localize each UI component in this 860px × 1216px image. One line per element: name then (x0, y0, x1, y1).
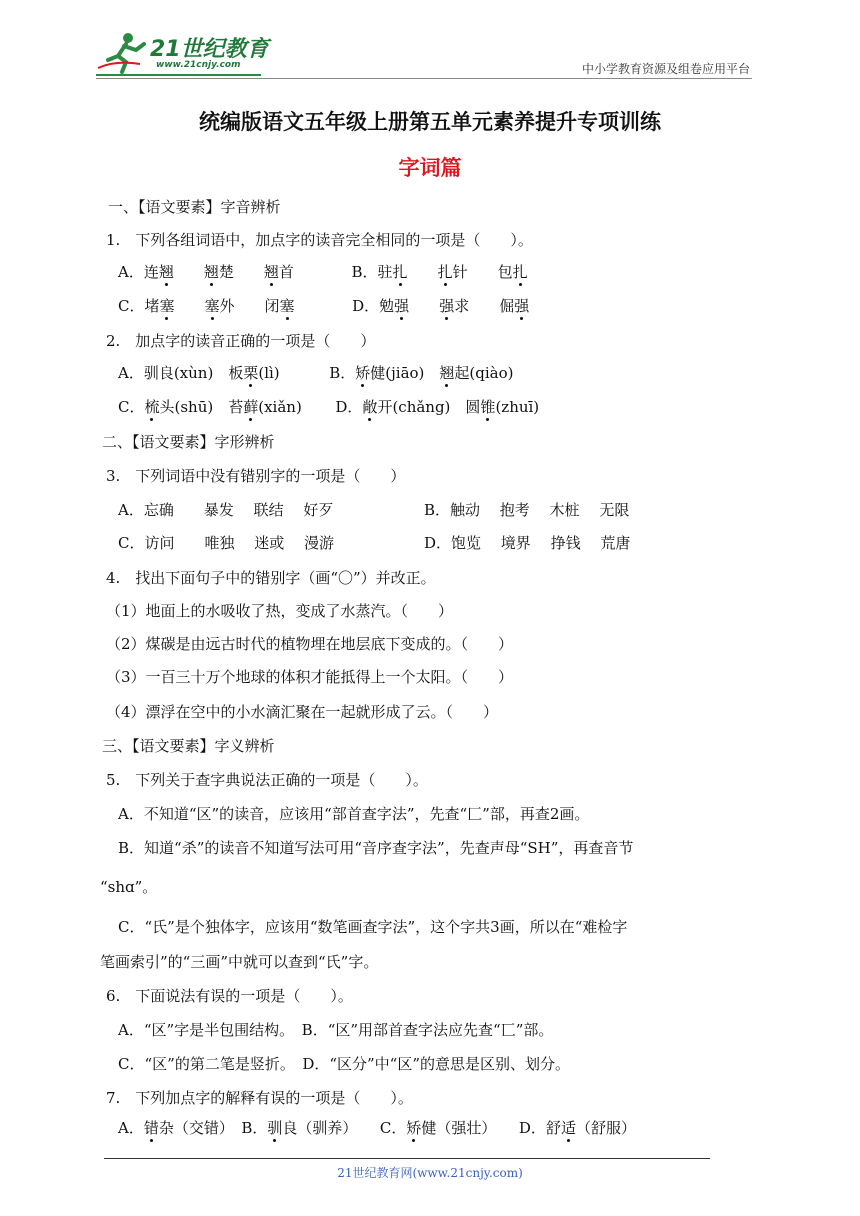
options-ab[interactable]: A．“区”字是半包围结构。 B．“区”用部首查字法应先查“匸”部。 (118, 1021, 554, 1039)
logo-url: www.21cnjy.com (156, 60, 241, 70)
question-1-stem: 1. 下列各组词语中，加点字的读音完全相同的一项是（ ）。 (106, 231, 533, 249)
option-b[interactable]: B．驻扎 扎针 包扎 (351, 263, 528, 281)
option-b-continued[interactable]: “shɑ”。 (100, 878, 158, 896)
option-c-continued[interactable]: 笔画索引”的“三画”中就可以查到“氏”字。 (100, 953, 379, 971)
option-a[interactable]: A．连翘 翘楚 翘首 (118, 263, 294, 281)
site-logo[interactable] (96, 30, 269, 78)
question-4-item[interactable]: （2）煤碳是由远古时代的植物埋在地层底下变成的。（ ） (106, 635, 514, 653)
option-b[interactable]: B．触动 抱考 木桩 无限 (424, 501, 630, 519)
logo-underline (96, 74, 261, 76)
question-2-options-ab (118, 363, 514, 383)
options-cd[interactable]: C．“区”的第二笔是竖折。 D．“区分”中“区”的意思是区别、划分。 (118, 1055, 571, 1073)
logo-text: 21世纪教育 (150, 37, 269, 62)
runner-logo-icon (96, 30, 150, 74)
page-title: 统编版语文五年级上册第五单元素养提升专项训练 (199, 110, 661, 134)
option-a[interactable]: A．不知道“区”的读音，应该用“部首查字法”，先查“匚”部，再查2画。 (118, 805, 590, 823)
question-7-options[interactable]: A．错杂（交错） B．驯良（驯养） C．矫健（强壮） D．舒适（舒服） (118, 1119, 636, 1137)
question-5-stem: 5. 下列关于查字典说法正确的一项是（ ）。 (106, 771, 428, 789)
option-d[interactable]: D．饱览 境界 挣钱 荒唐 (424, 534, 631, 552)
question-1-options-cd (118, 296, 529, 316)
option-d[interactable]: D．敞开(chǎng) 圆锥(zhuī) (335, 398, 540, 416)
option-c[interactable]: C．梳头(shū) 苔藓(xiǎn) (118, 398, 302, 416)
option-b[interactable]: B．知道“杀”的读音不知道写法可用“音序查字法”，先查声母“SH”，再查音节 (118, 839, 634, 857)
question-3-stem: 3. 下列词语中没有错别字的一项是（ ） (106, 467, 406, 485)
footer-link[interactable]: 21世纪教育网(www.21cnjy.com) (337, 1166, 523, 1180)
option-a[interactable]: A．忘确 暴发 联结 好歹 (118, 501, 334, 519)
option-c[interactable]: C．堵塞 塞外 闭塞 (118, 297, 295, 315)
question-4-stem: 4. 找出下面句子中的错别字（画“〇”）并改正。 (106, 569, 436, 587)
header-divider (96, 78, 752, 79)
page-header (0, 0, 860, 80)
page-subtitle: 字词篇 (398, 156, 462, 180)
question-2-stem: 2. 加点字的读音正确的一项是（ ） (106, 332, 376, 350)
platform-label: 中小学教育资源及组卷应用平台 (581, 62, 750, 76)
option-c[interactable]: C．访问 唯独 迷或 漫游 (118, 534, 335, 552)
option-c[interactable]: C．“氏”是个独体字，应该用“数笔画查字法”，这个字共3画，所以在“难检字 (118, 918, 628, 936)
section-heading-3: 三、【语文要素】字义辨析 (102, 737, 275, 755)
question-1-options-ab (118, 262, 528, 282)
question-4-item[interactable]: （3）一百三十万个地球的体积才能抵得上一个太阳。（ ） (106, 668, 514, 686)
question-6-stem: 6. 下面说法有误的一项是（ ）。 (106, 987, 353, 1005)
question-7-stem: 7. 下列加点字的解释有误的一项是（ ）。 (106, 1089, 413, 1107)
option-b[interactable]: B．矫健(jiāo) 翘起(qiào) (329, 364, 514, 382)
section-heading-2: 二、【语文要素】字形辨析 (102, 433, 275, 451)
footer-divider (104, 1158, 710, 1159)
option-d[interactable]: D．勉强 强求 倔强 (352, 297, 530, 315)
question-4-item[interactable]: （1）地面上的水吸收了热，变成了水蒸汽。（ ） (106, 602, 454, 620)
option-a[interactable]: A．驯良(xùn) 板栗(lì) (118, 364, 280, 382)
question-2-options-cd (118, 397, 539, 417)
section-heading-1: 一、【语文要素】字音辨析 (108, 198, 281, 216)
question-4-item[interactable]: （4）漂浮在空中的小水滴汇聚在一起就形成了云。（ ） (106, 703, 499, 721)
